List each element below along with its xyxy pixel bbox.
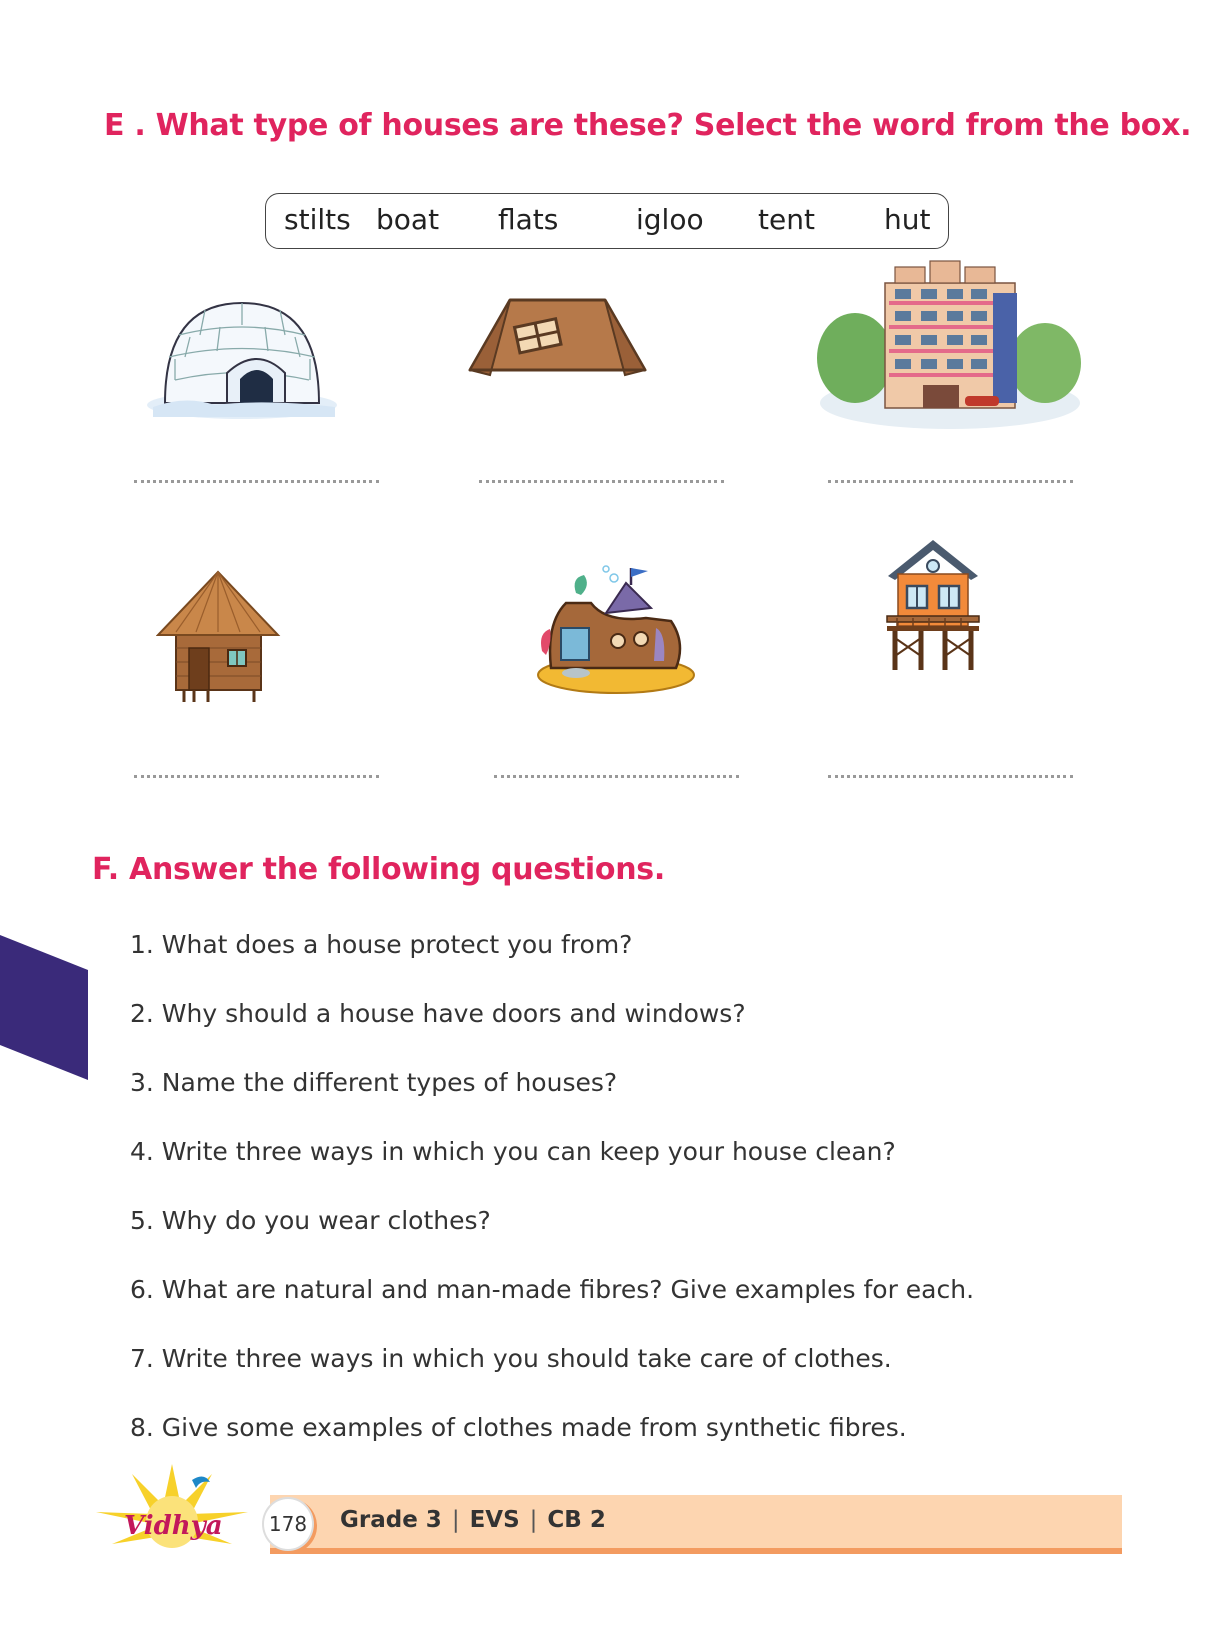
answer-line-6[interactable] xyxy=(828,775,1073,778)
section-f-heading: F. Answer the following questions. xyxy=(92,852,665,887)
question-item: 5. Why do you wear clothes? xyxy=(130,1206,491,1235)
question-item: 3. Name the different types of houses? xyxy=(130,1068,618,1097)
word-hut: hut xyxy=(884,203,931,236)
footer-book: CB 2 xyxy=(547,1507,606,1533)
footer-title xyxy=(340,1507,606,1533)
question-item: 2. Why should a house have doors and windows? xyxy=(130,999,746,1028)
question-list xyxy=(130,930,974,1482)
footer-separator: | xyxy=(451,1507,460,1533)
stilt-house-picture xyxy=(883,538,983,673)
question-item: 7. Write three ways in which you should take care of clothes. xyxy=(130,1344,892,1373)
answer-line-2[interactable] xyxy=(479,480,724,483)
logo-text: Vidhya xyxy=(124,1511,223,1541)
side-tab-decoration xyxy=(0,935,90,1080)
answer-line-1[interactable] xyxy=(134,480,379,483)
answer-line-5[interactable] xyxy=(494,775,739,778)
section-e-heading: E . What type of houses are these? Select the word from the box. xyxy=(104,108,1192,143)
footer-separator: | xyxy=(529,1507,538,1533)
hut-picture xyxy=(156,570,281,705)
footer-grade: Grade 3 xyxy=(340,1507,442,1533)
vidhya-logo xyxy=(92,1462,252,1562)
question-item: 4. Write three ways in which you can keep your house clean? xyxy=(130,1137,896,1166)
answer-line-4[interactable] xyxy=(134,775,379,778)
page-number: 178 xyxy=(262,1497,314,1551)
igloo-picture xyxy=(145,295,340,420)
word-tent: tent xyxy=(758,203,815,236)
answer-line-3[interactable] xyxy=(828,480,1073,483)
word-box xyxy=(265,193,949,249)
footer-subject: EVS xyxy=(469,1507,520,1533)
flats-picture xyxy=(815,253,1083,431)
word-igloo: igloo xyxy=(636,203,704,236)
question-item: 6. What are natural and man-made fibres? Give examples for each. xyxy=(130,1275,975,1304)
question-item: 8. Give some examples of clothes made from synthetic fibres. xyxy=(130,1413,907,1442)
footer-accent-line xyxy=(270,1548,1122,1554)
word-stilts: stilts xyxy=(284,203,351,236)
question-item: 1. What does a house protect you from? xyxy=(130,930,633,959)
word-boat: boat xyxy=(376,203,440,236)
word-flats: flats xyxy=(498,203,559,236)
tent-picture xyxy=(465,295,650,385)
boat-house-picture xyxy=(536,563,696,698)
